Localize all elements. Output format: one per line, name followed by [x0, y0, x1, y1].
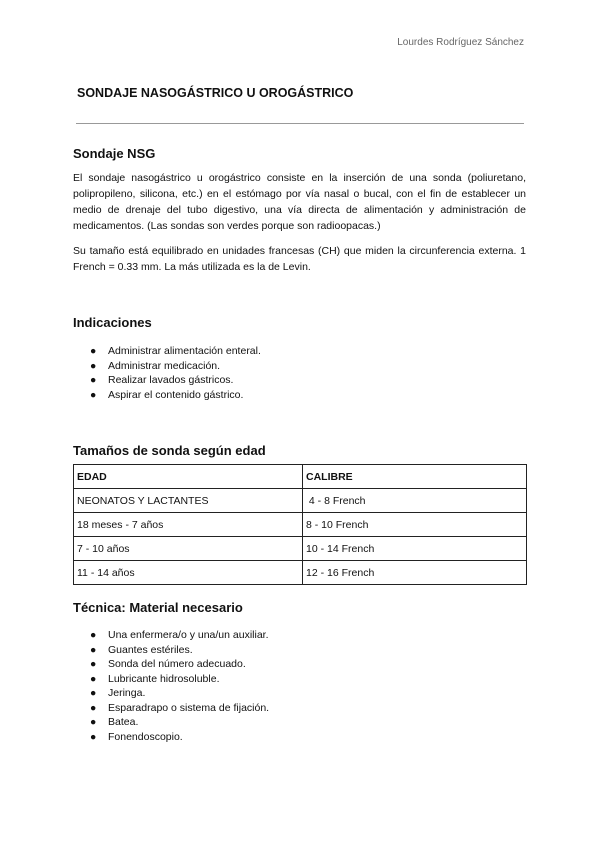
bullet-icon: ● — [90, 687, 97, 699]
table-cell: 4 - 8 French — [303, 489, 527, 513]
list-item: ● Fonendoscopio. — [90, 730, 183, 743]
list-item: ● Administrar alimentación enteral. — [90, 345, 261, 357]
table-cell: NEONATOS Y LACTANTES — [74, 489, 303, 513]
table-cell: 10 - 14 French — [303, 537, 527, 561]
document-title: SONDAJE NASOGÁSTRICO U OROGÁSTRICO — [77, 86, 354, 100]
bullet-icon: ● — [90, 629, 97, 641]
table-cell: 7 - 10 años — [74, 537, 303, 561]
table-cell: 18 meses - 7 años — [74, 513, 303, 537]
section-heading-tecnica: Técnica: Material necesario — [73, 600, 243, 615]
bullet-icon: ● — [90, 730, 97, 743]
bullet-icon: ● — [90, 672, 97, 685]
tecnica-list — [90, 628, 270, 744]
list-item: ● Sonda del número adecuado. — [90, 658, 246, 670]
table-row — [74, 537, 527, 561]
bullet-icon: ● — [90, 716, 97, 728]
table-row — [74, 513, 527, 537]
title-divider — [76, 123, 524, 124]
bullet-icon: ● — [90, 701, 97, 714]
list-item: ● Batea. — [90, 716, 139, 728]
bullet-icon: ● — [90, 388, 97, 401]
list-item: ● Esparadrapo o sistema de fijación. — [90, 701, 270, 714]
section-heading-indicaciones: Indicaciones — [73, 315, 152, 330]
table-header-row — [74, 465, 527, 489]
indicaciones-list — [90, 344, 261, 402]
table-cell: 11 - 14 años — [74, 561, 303, 585]
table-row — [74, 489, 527, 513]
list-item: ● Realizar lavados gástricos. — [90, 374, 234, 386]
paragraph-definition: El sondaje nasogástrico u orogástrico consiste en la inserción de una sonda (poliuretano, polipropileno, silicona, etc.) en el estómago por vía nasal o bucal, con el fin de establecer un medio de drenaje del tubo digestivo, una vía directa de alimentación y administración de medicamentos. (Las sondas son verdes porque son radioopacas.) — [73, 172, 526, 232]
list-item: ● Administrar medicación. — [90, 359, 221, 372]
column-header-edad: EDAD — [74, 465, 303, 489]
table-cell: 8 - 10 French — [303, 513, 527, 537]
paragraph-size: Su tamaño está equilibrado en unidades francesas (CH) que miden la circunferencia externa. 1 French = 0.33 mm. La más utilizada es la de Levin. — [73, 245, 526, 273]
author-name: Lourdes Rodríguez Sánchez — [397, 37, 524, 48]
section-heading-sondaje-nsg: Sondaje NSG — [73, 146, 156, 161]
section-heading-tamanos: Tamaños de sonda según edad — [73, 443, 266, 458]
bullet-icon: ● — [90, 643, 97, 656]
bullet-icon: ● — [90, 345, 97, 357]
list-item: ● Guantes estériles. — [90, 643, 193, 656]
list-item: ● Una enfermera/o y una/un auxiliar. — [90, 629, 269, 641]
list-item: ● Aspirar el contenido gástrico. — [90, 388, 244, 401]
table-row — [74, 561, 527, 585]
list-item: ● Lubricante hidrosoluble. — [90, 672, 220, 685]
bullet-icon: ● — [90, 374, 97, 386]
list-item: ● Jeringa. — [90, 687, 146, 699]
bullet-icon: ● — [90, 359, 97, 372]
sizes-table — [73, 464, 527, 585]
bullet-icon: ● — [90, 658, 97, 670]
table-cell: 12 - 16 French — [303, 561, 527, 585]
column-header-calibre: CALIBRE — [303, 465, 527, 489]
